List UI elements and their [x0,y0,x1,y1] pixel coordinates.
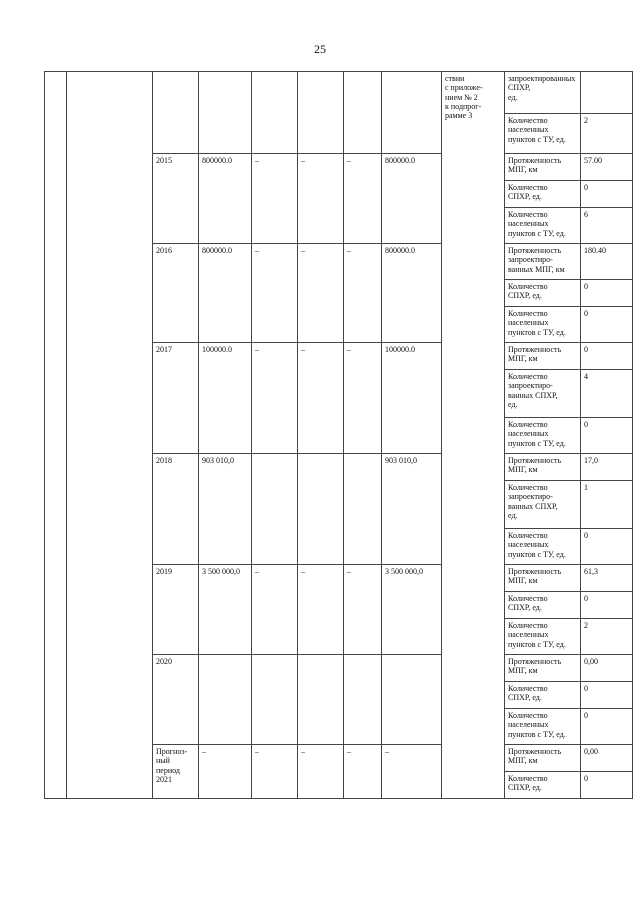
indicator-cell: Количество СПХР, ед. [505,772,581,799]
amount-cell-c3 [298,454,344,565]
amount-cell-c3: – [298,343,344,454]
cont-cell-c5 [382,72,442,154]
amount-cell-c1: – [199,745,252,799]
col-name-cell [67,72,153,799]
amount-cell-c2: – [252,565,298,655]
cont-cell-c3 [298,72,344,154]
value-cell: 0 [581,418,633,454]
table-row [45,72,633,114]
cont-note-cell: ствии с приложе- нием № 2 к подпрог- рамме 3 [442,72,505,799]
value-cell: 0 [581,772,633,799]
value-cell: 0 [581,307,633,343]
amount-cell-c4: – [344,745,382,799]
value-cell [581,72,633,114]
indicator-cell: Количество населенных пунктов с ТУ, ед. [505,307,581,343]
indicator-cell: Протяженность МПГ, км [505,454,581,481]
amount-cell-c1: 100000.0 [199,343,252,454]
amount-cell-c4: – [344,154,382,244]
amount-cell-c1: 800000.0 [199,154,252,244]
amount-cell-c4 [344,655,382,745]
amount-cell-c3: – [298,244,344,343]
indicator-cell: Протяженность МПГ, км [505,655,581,682]
indicator-cell: Количество СПХР, ед. [505,280,581,307]
page-number: 25 [314,42,326,56]
amount-cell-c2 [252,655,298,745]
year-cell: 2019 [153,565,199,655]
indicator-cell: Протяженность запроектиро- ванных МПГ, км [505,244,581,280]
indicator-cell: Количество населенных пунктов с ТУ, ед. [505,619,581,655]
value-cell: 2 [581,114,633,154]
amount-cell-c5: 800000.0 [382,244,442,343]
cont-cell-c2 [252,72,298,154]
amount-cell-c2: – [252,745,298,799]
year-cell: Прогноз- ный период 2021 [153,745,199,799]
indicator-cell: Количество населенных пунктов с ТУ, ед. [505,529,581,565]
value-cell: 0 [581,592,633,619]
value-cell: 2 [581,619,633,655]
value-cell: 0 [581,343,633,370]
value-cell: 61,3 [581,565,633,592]
value-cell: 6 [581,208,633,244]
indicator-cell: Количество населенных пунктов с ТУ, ед. [505,208,581,244]
amount-cell-c5: 800000.0 [382,154,442,244]
value-cell: 4 [581,370,633,418]
year-cell: 2020 [153,655,199,745]
cont-cell-c4 [344,72,382,154]
indicator-cell: Количество населенных пунктов с ТУ, ед. [505,709,581,745]
indicator-cell: Количество СПХР, ед. [505,592,581,619]
value-cell: 180.40 [581,244,633,280]
amount-cell-c2: – [252,244,298,343]
amount-cell-c4: – [344,244,382,343]
value-cell: 0 [581,280,633,307]
amount-cell-c4: – [344,343,382,454]
amount-cell-c3: – [298,154,344,244]
value-cell: 0 [581,682,633,709]
indicator-cell: Количество населенных пунктов с ТУ, ед. [505,114,581,154]
col-number-cell [45,72,67,799]
amount-cell-c5: – [382,745,442,799]
amount-cell-c3: – [298,565,344,655]
value-cell: 0 [581,709,633,745]
value-cell: 0,00 [581,655,633,682]
year-cell: 2018 [153,454,199,565]
cont-cell-year [153,72,199,154]
indicator-cell: Протяженность МПГ, км [505,745,581,772]
amount-cell-c1 [199,655,252,745]
cont-cell-c1 [199,72,252,154]
amount-cell-c2: – [252,154,298,244]
program-table [44,71,633,799]
indicator-cell: Протяженность МПГ, км [505,565,581,592]
amount-cell-c3: – [298,745,344,799]
indicator-cell: Количество запроектиро- ванных СПХР, ед. [505,481,581,529]
amount-cell-c1: 800000.0 [199,244,252,343]
indicator-cell: запроектированных СПХР, ед. [505,72,581,114]
indicator-cell: Количество СПХР, ед. [505,682,581,709]
value-cell: 0,00 [581,745,633,772]
year-cell: 2017 [153,343,199,454]
year-cell: 2015 [153,154,199,244]
amount-cell-c5: 3 500 000,0 [382,565,442,655]
indicator-cell: Протяженность МПГ, км [505,154,581,181]
value-cell: 0 [581,529,633,565]
indicator-cell: Количество населенных пунктов с ТУ, ед. [505,418,581,454]
amount-cell-c2 [252,454,298,565]
value-cell: 0 [581,181,633,208]
amount-cell-c5: 903 010,0 [382,454,442,565]
amount-cell-c4 [344,454,382,565]
table-body [45,72,633,799]
indicator-cell: Протяженность МПГ, км [505,343,581,370]
amount-cell-c1: 3 500 000,0 [199,565,252,655]
value-cell: 17,0 [581,454,633,481]
year-cell: 2016 [153,244,199,343]
amount-cell-c3 [298,655,344,745]
amount-cell-c2: – [252,343,298,454]
amount-cell-c5: 100000.0 [382,343,442,454]
value-cell: 1 [581,481,633,529]
indicator-cell: Количество запроектиро- ванных СПХР, ед. [505,370,581,418]
indicator-cell: Количество СПХР, ед. [505,181,581,208]
value-cell: 57.00 [581,154,633,181]
amount-cell-c5 [382,655,442,745]
amount-cell-c1: 903 010,0 [199,454,252,565]
amount-cell-c4: – [344,565,382,655]
